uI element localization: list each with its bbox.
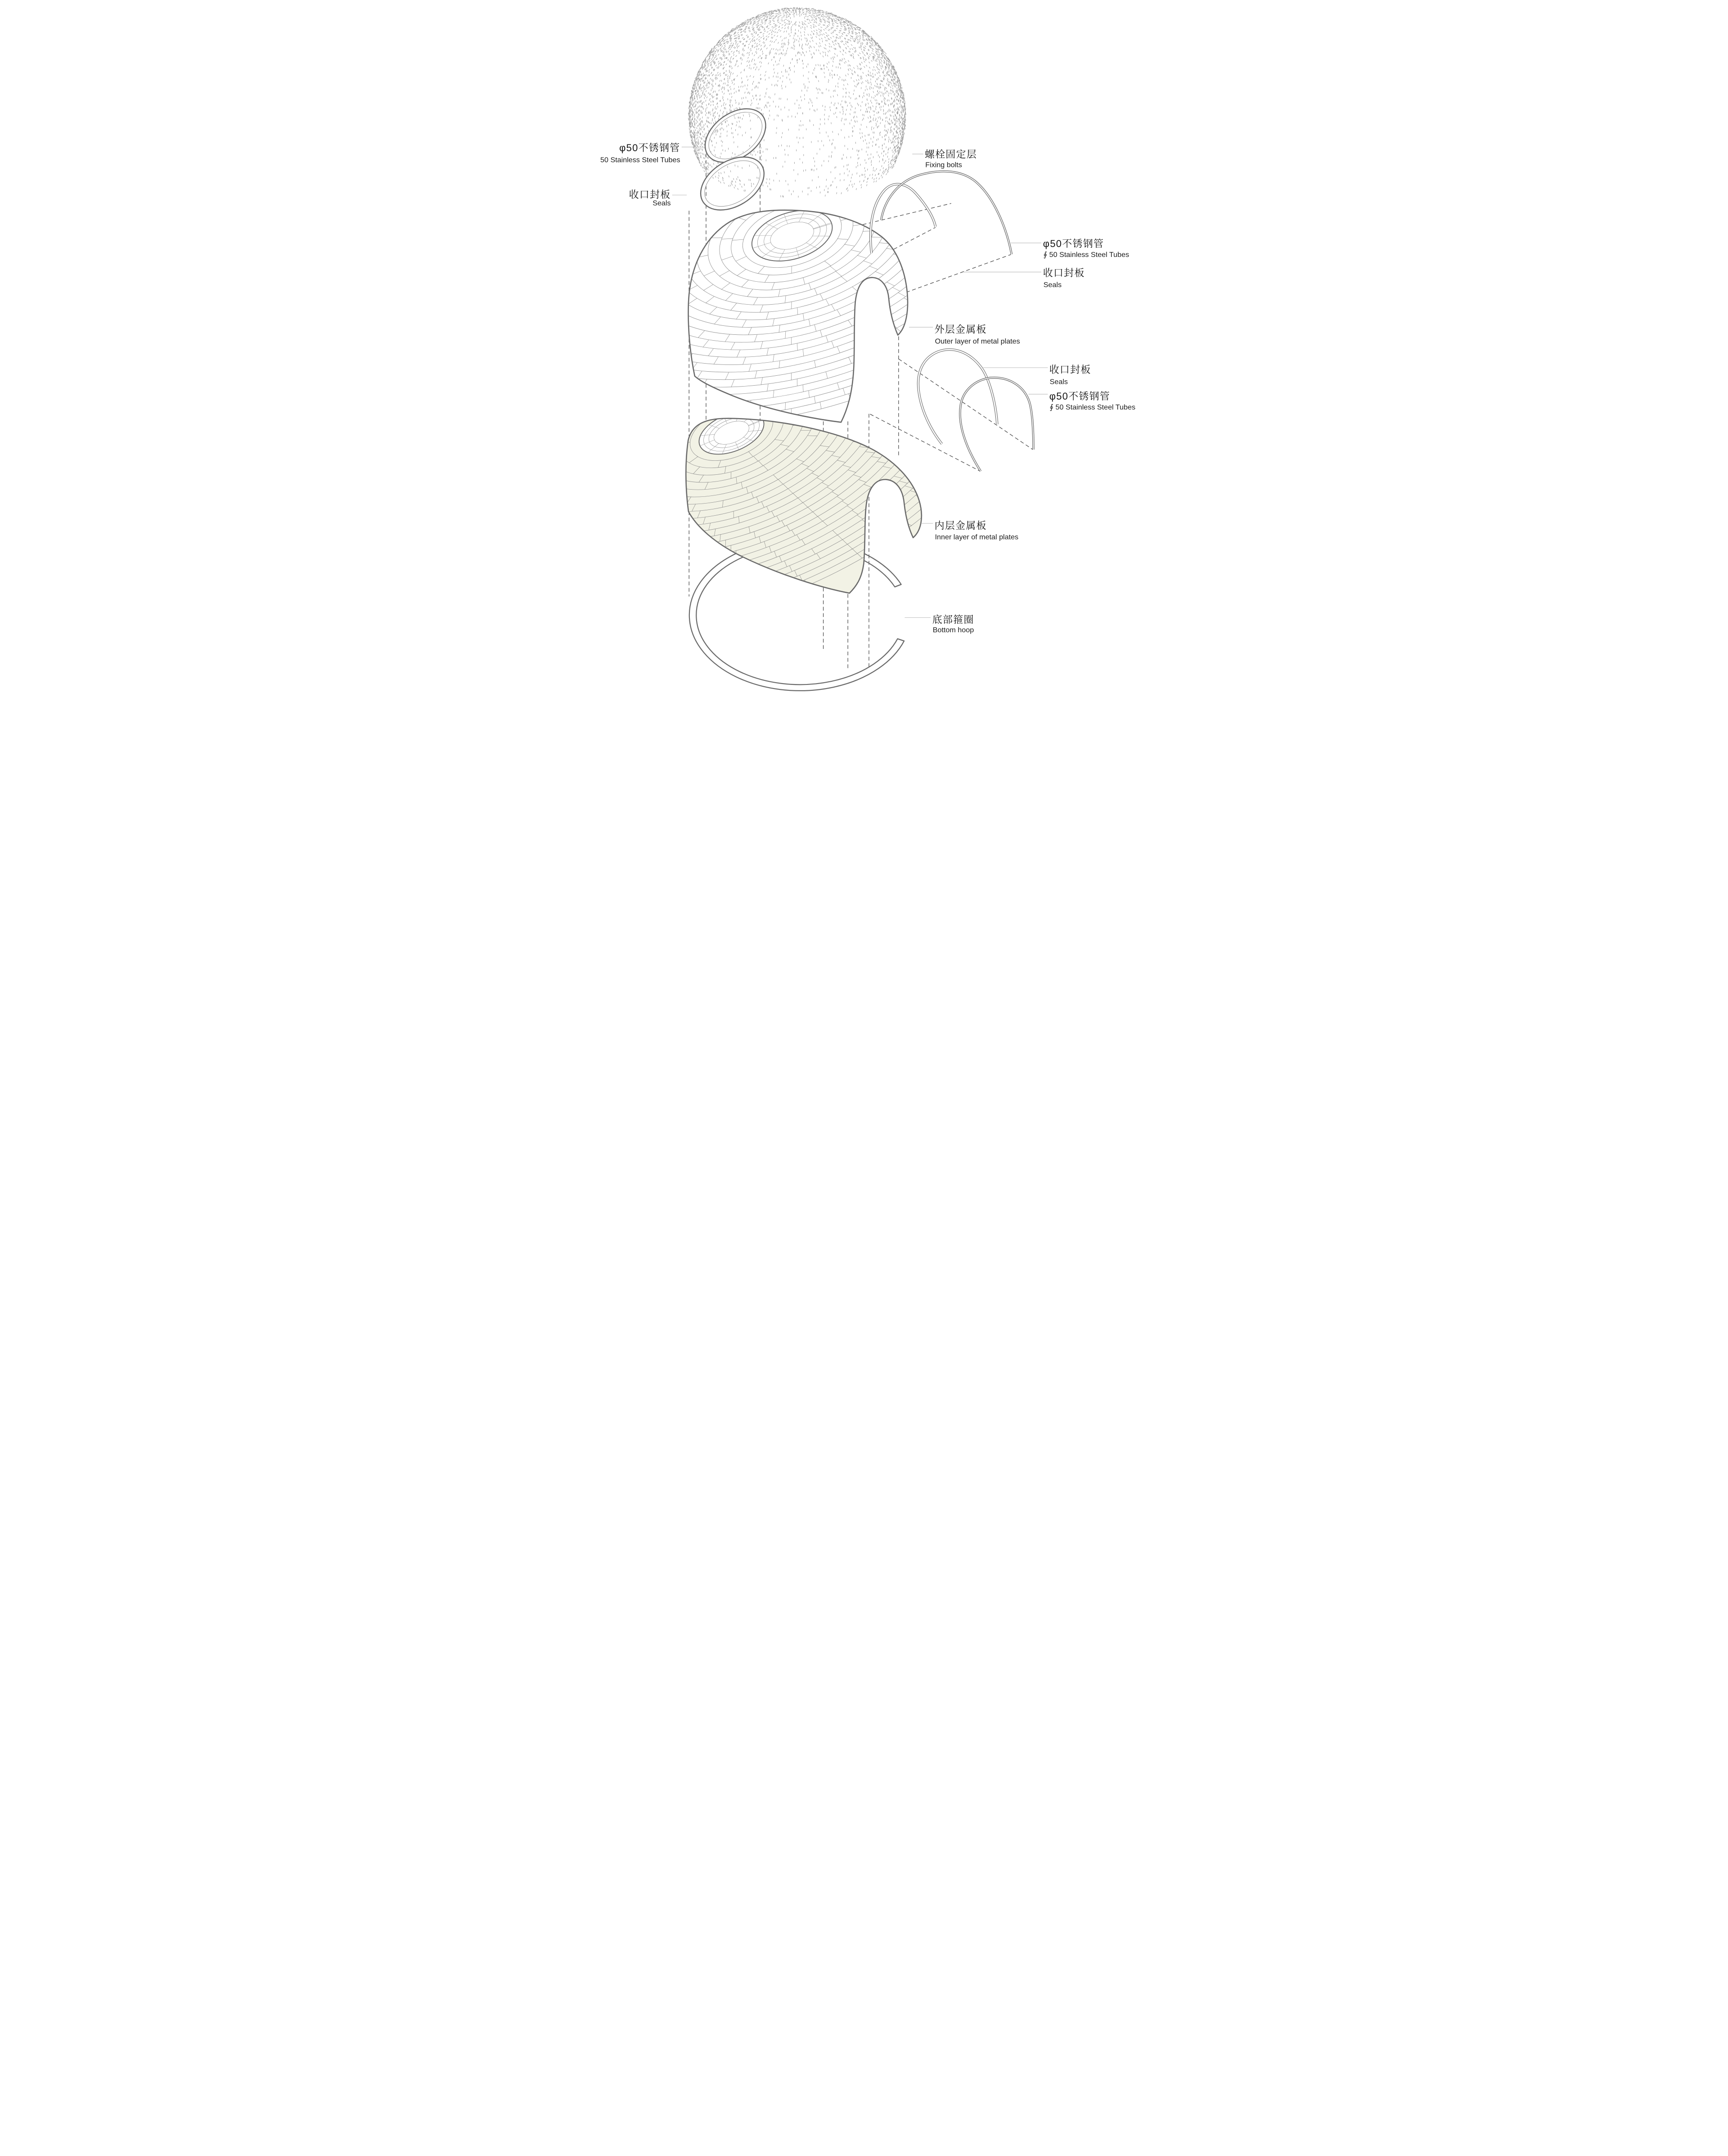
- label-seals-left-en: Seals: [652, 199, 671, 207]
- label-seals-lower-right-en: Seals: [1049, 378, 1068, 386]
- exploded-dome-diagram: [585, 0, 1143, 696]
- label-tubes-left: [600, 142, 680, 164]
- label-seals-upper-right-zh: 收口封板: [1043, 267, 1085, 279]
- label-fixing-bolts-zh: 螺栓固定层: [924, 149, 977, 160]
- label-seals-left-zh: 收口封板: [629, 189, 671, 200]
- label-seals-lower-right-zh: 收口封板: [1049, 364, 1091, 376]
- label-bottom-hoop-zh: 底部箍圈: [932, 614, 974, 626]
- label-seals-lower-right: [1049, 364, 1091, 386]
- diagram-canvas: [585, 0, 1143, 696]
- label-tubes-lower-right-zh: φ50不锈钢管: [1049, 390, 1111, 402]
- label-tubes-upper-right: [1043, 238, 1129, 259]
- steel-tube-rings: [691, 98, 776, 221]
- fixing-bolts-point-cloud: [688, 7, 906, 197]
- label-outer-layer-en: Outer layer of metal plates: [935, 337, 1020, 346]
- label-inner-layer-en: Inner layer of metal plates: [935, 533, 1019, 541]
- label-seals-upper-right: [1043, 267, 1085, 289]
- label-inner-layer: [935, 520, 1019, 541]
- label-outer-layer: [935, 324, 1020, 345]
- label-tubes-lower-right: [1049, 391, 1135, 411]
- label-fixing-bolts: [925, 149, 977, 169]
- label-seals-left: [629, 189, 671, 207]
- label-tubes-upper-right-en: ∮ 50 Stainless Steel Tubes: [1043, 250, 1130, 259]
- label-tubes-left-en: 50 Stainless Steel Tubes: [600, 156, 680, 164]
- label-tubes-upper-right-zh: φ50不锈钢管: [1043, 238, 1104, 249]
- label-seals-upper-right-en: Seals: [1043, 281, 1062, 289]
- label-outer-layer-zh: 外层金属板: [934, 324, 987, 335]
- label-tubes-lower-right-en: ∮ 50 Stainless Steel Tubes: [1049, 403, 1136, 411]
- label-fixing-bolts-en: Fixing bolts: [925, 161, 962, 169]
- label-bottom-hoop: [932, 614, 974, 635]
- label-inner-layer-zh: 内层金属板: [934, 520, 987, 531]
- label-tubes-left-zh: φ50不锈钢管: [619, 142, 680, 153]
- label-bottom-hoop-en: Bottom hoop: [932, 626, 974, 635]
